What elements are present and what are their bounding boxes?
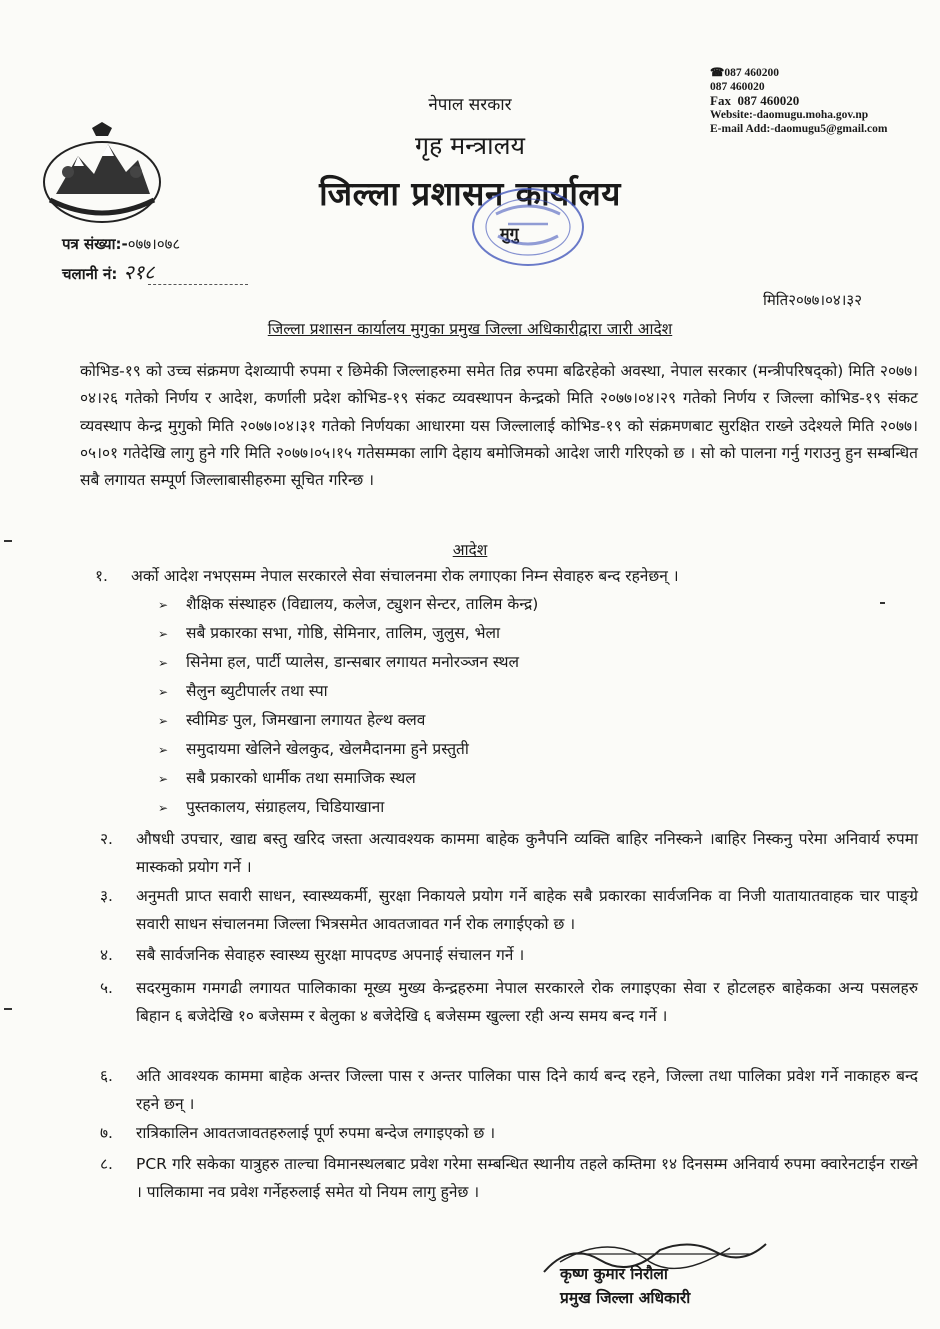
header-location: मुगु [500,224,519,243]
arrow-bullet-icon: ➢ [158,598,169,612]
arrow-bullet-icon: ➢ [158,627,169,641]
order-title: आदेश [452,541,488,559]
arrow-bullet-icon: ➢ [158,772,169,786]
order-item-2: २. औषधी उपचार, खाद्य बस्तु खरिद जस्ता अत्यावश्यक काममा बाहेक कुनैपनि व्यक्ति बाहिर ननिस्कने ।बाहिर निस्कनु परेमा अनिवार्य रुपमा मास्कको प्रयोग गर्ने । [100,830,918,876]
closed-service-item: ➢ पुस्तकालय, संग्राहलय, चिडियाखाना [158,794,384,822]
email-line: E-mail Add:-daomugu5@gmail.com [710,123,888,135]
signatory-title: प्रमुख जिल्ला अधिकारी [560,1289,691,1307]
closed-service-item: ➢ स्वीमिङ पुल, जिमखाना लगायत हेल्थ क्लव [158,707,425,735]
arrow-bullet-icon: ➢ [158,685,169,699]
office-stamp-icon [468,184,588,270]
fax-line: Fax 087 460020 [710,93,800,108]
margin-mark [880,602,885,604]
document-date: मिति२०७७।०४।३२ [762,291,862,309]
margin-mark [4,540,12,542]
phone-line-2: 087 460020 [710,81,765,93]
order-item-8: ८. PCR गरि सकेका यात्रुहरु ताल्चा विमानस्थलबाट प्रवेश गरेमा सम्बन्धित स्थानीय तहले कम्तिमा १४ दिनसम्म अनिवार्य रुपमा क्वारेनटाईन राख्ने । पालिकामा नव प्रवेश गर्नेहरुलाई समेत यो नियम लागु हुनेछ । [100,1155,918,1201]
reference-number: पत्र संख्या:-०७७।०७८ [62,235,181,253]
phone-icon: ☎ [710,67,725,79]
arrow-bullet-icon: ➢ [158,714,169,728]
document-subject: जिल्ला प्रशासन कार्यालय मुगुका प्रमुख जिल्ला अधिकारीद्वारा जारी आदेश [267,320,673,338]
signatory-name: कृष्ण कुमार निरौला [560,1265,668,1283]
header-ministry: गृह मन्त्रालय [414,131,526,160]
closed-service-item: ➢ समुदायमा खेलिने खेलकुद, खेलमैदानमा हुने प्रस्तुती [158,736,469,764]
website-line: Website:-daomugu.moha.gov.np [710,109,869,121]
closed-service-item: ➢ सैलुन ब्युटीपार्लर तथा स्पा [158,678,328,706]
arrow-bullet-icon: ➢ [158,656,169,670]
margin-mark [4,1008,12,1010]
header-office: जिल्ला प्रशासन कार्यालय [319,174,621,213]
closed-service-item: ➢ सिनेमा हल, पार्टी प्यालेस, डान्सबार लगायत मनोरञ्जन स्थल [158,649,519,677]
order-item-4: ४. सबै सार्वजनिक सेवाहरु स्वास्थ्य सुरक्षा मापदण्ड अपनाई संचालन गर्ने । [100,946,525,964]
header-government: नेपाल सरकार [428,95,512,115]
order-item-1: १. अर्को आदेश नभएसम्म नेपाल सरकारले सेवा संचालनमा रोक लगाएका निम्न सेवाहरु बन्द रहनेछन् । [95,567,679,585]
dispatch-number: चलानी नं: २१८ [62,258,155,285]
intro-paragraph: कोभिड-१९ को उच्च संक्रमण देशव्यापी रुपमा र छिमेकी जिल्लाहरुमा समेत तिव्र रुपमा बढिरहेको अवस्था, नेपाल सरकार (मन्त्रीपरिषद्को) मिति २०७७।०४।२६ गतेको निर्णय र आदेश, कर्णाली प्रदेश कोभिड-१९ संकट व्यवस्थापन केन्द्रको मिति २०७७।०४।२९ गतेको निर्णय र जिल्ला कोभिड-१९ संकट व्यवस्थाप केन्द्र मुगुको मिति २०७७।०४।३१ गतेको निर्णयका आधारमा यस जिल्लालाई कोभिड-१९ को संक्रमणबाट सुरक्षित राख्ने उदेश्यले मिति २०७७।०५।०१ गतेदेखि लागु हुने गरि मिति २०७७।०५।१५ गतेसम्मका लागि देहाय बमोजिमको आदेश जारी गरिएको छ । सो को पालना गर्नु गराउनु हुन सम्बन्धित सबै लगायत सम्पूर्ण जिल्लाबासीहरुमा सूचित गरिन्छ । [80,362,918,490]
phone-line-1: ☎087 460200 [710,67,779,79]
closed-service-item: ➢ शैक्षिक संस्थाहरु (विद्यालय, कलेज, ट्युशन सेन्टर, तालिम केन्द्र) [158,591,538,619]
order-item-7: ७. रात्रिकालिन आवतजावतहरुलाई पूर्ण रुपमा बन्देज लगाइएको छ । [100,1124,496,1142]
closed-service-item: ➢ सबै प्रकारको धार्मीक तथा समाजिक स्थल [158,765,416,793]
arrow-bullet-icon: ➢ [158,801,169,815]
closed-service-item: ➢ सबै प्रकारका सभा, गोष्ठि, सेमिनार, तालिम, जुलुस, भेला [158,620,500,648]
order-item-6: ६. अति आवश्यक काममा बाहेक अन्तर जिल्ला पास र अन्तर पालिका पास दिने कार्य बन्द रहने, जिल्ला तथा पालिका प्रवेश गर्ने नाकाहरु बन्द रहने छन् । [100,1067,918,1113]
order-item-5: ५. सदरमुकाम गमगढी लगायत पालिकाका मूख्य मुख्य केन्द्रहरुमा नेपाल सरकारले रोक लगाइएका सेवा र होटलहरु बाहेकका अन्य पसलहरु बिहान ६ बजेदेखि १० बजेसम्म र बेलुका ४ बजेदेखि ६ बजेसम्म खुल्ला रही अन्य समय बन्द गर्ने । [100,979,918,1025]
arrow-bullet-icon: ➢ [158,743,169,757]
order-item-3: ३. अनुमती प्राप्त सवारी साधन, स्वास्थ्यकर्मी, सुरक्षा निकायले प्रयोग गर्ने बाहेक सबै प्रकारका सार्वजनिक वा निजी यातायातवाहक चार पाङ्ग्रे सवारी साधन संचालनमा जिल्ला भित्रसमेत आवतजावत गर्न रोक लगाईएको छ । [100,887,918,933]
dispatch-underline [148,284,248,285]
